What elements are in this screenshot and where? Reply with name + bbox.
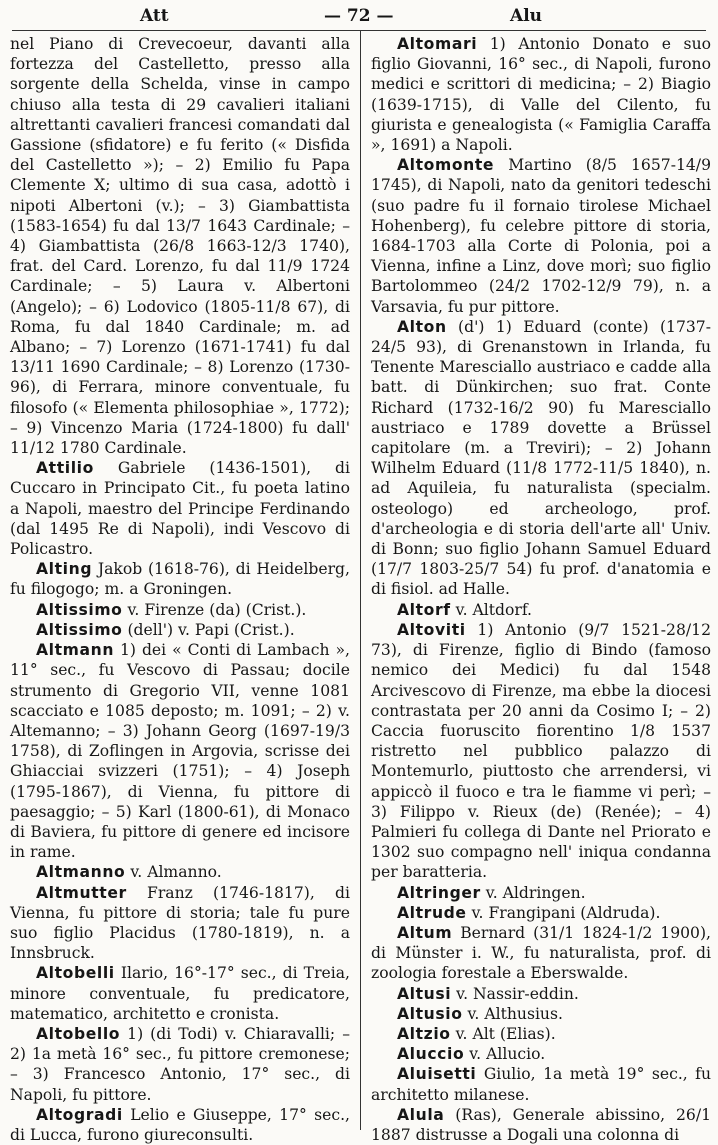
- dictionary-entry: [371, 883, 711, 903]
- dictionary-entry: [371, 1004, 711, 1024]
- dictionary-entry: [10, 1105, 350, 1145]
- header-left-guideword: Att: [140, 6, 169, 26]
- dictionary-entry: [371, 317, 711, 600]
- entry-headword: Altissimo: [36, 600, 123, 619]
- entry-text: (d') 1) Eduard (conte) (1737-24/5 93), di Grenanstown in Irlanda, fu Tenente Maresciallo austriaco e cadde alla batt. di Dünkirchen; suo frat. Conte Richard (1732-16/2 90) fu Maresciallo austriaco e 1789 dovette a Brüssel capitolare (m. a Treviri); – 2) Johann Wilhelm Eduard (11/8 1772-11/5 1840), n. ad Aquileia, fu naturalista (specialm. osteologo) ed archeologo, prof. d'archeologia e di storia dell'arte all' Univ. di Bonn; suo figlio Johann Samuel Eduard (17/7 1803-25/7 54) fu prof. d'anatomia e di fisiol. ad Halle.: [371, 317, 711, 599]
- header-rule: [12, 30, 706, 31]
- entry-text: Ilario, 16°-17° sec., di Treia, minore conventuale, fu predicatore, matematico, architetto e cronista.: [10, 964, 350, 1023]
- entry-text: v. Frangipani (Aldruda).: [466, 903, 661, 922]
- entry-headword: Altissimo: [36, 620, 123, 639]
- dictionary-entry: [371, 620, 711, 883]
- entry-text: v. Althusius.: [462, 1004, 563, 1023]
- entry-headword: Alula: [397, 1105, 445, 1124]
- column-divider: [360, 30, 361, 1130]
- entry-headword: Altringer: [397, 883, 481, 902]
- entry-text: 1) (di Todi) v. Chiaravalli; – 2) 1a metà 16° sec., fu pittore cremonese; – 3) Francesco Antonio, 17° sec., di Napoli, fu pittore.: [10, 1024, 350, 1104]
- entry-text: 1) Antonio (9/7 1521-28/12 73), di Firenze, figlio di Bindo (famoso nemico dei Medici) fu dal 1548 Arcivescovo di Firenze, ma ebbe la diocesi contrastata per 20 anni da Cosimo I; – 2) Caccia fuoruscito fiorentino 1/8 1537 ristretto nel pubblico palazzo di Montemurlo, piuttosto che arrendersi, vi appiccò il fuoco e tra le fiamme vi perì; – 3) Filippo v. Rieux (de) (Renée); – 4) Palmieri fu collega di Dante nel Priorato e 1302 suo compagno nell' iniqua condanna per baratteria.: [371, 620, 711, 882]
- dictionary-entry: [10, 600, 350, 620]
- entry-text: Franz (1746-1817), di Vienna, fu pittore di storia; tale fu pure suo figlio Placidus (1780-1819), n. a Innsbruck.: [10, 883, 350, 963]
- dictionary-entry: [10, 1024, 350, 1105]
- dictionary-entry: [371, 1044, 711, 1064]
- entry-text: (Ras), Generale abissino, 26/1 1887 distrusse a Dogali una colonna di: [371, 1105, 711, 1144]
- page-header: [0, 6, 718, 26]
- entry-text: v. Altdorf.: [450, 600, 532, 619]
- entry-headword: Altoviti: [397, 620, 466, 639]
- dictionary-entry: [10, 862, 350, 882]
- entry-text: 1) Antonio Donato e suo figlio Giovanni, 16° sec., di Napoli, furono medici e scrittori di medicina; – 2) Biagio (1639-1715), di Valle del Cilento, fu giurista e genealogista (« Famiglia Caraffa », 1691) a Napoli.: [371, 35, 711, 155]
- dictionary-entry: [371, 1064, 711, 1104]
- entry-headword: Altobello: [36, 1024, 121, 1043]
- dictionary-entry: [371, 1105, 711, 1145]
- entry-text: nel Piano di Crevecoeur, davanti alla fortezza del Castelletto, presso alla sorgente della Schelda, vinse in campo chiuso alla testa di 29 cavalieri italiani altrettanti cavalieri francesi comandati dal Gassione (sfidatore) e fu ferito (« Disfida del Castelletto »); – 2) Emilio fu Papa Clemente X; ultimo di sua casa, adottò i nipoti Albertoni (v.); – 3) Giambattista (1583-1654) fu dal 13/7 1643 Cardinale; – 4) Giambattista (26/8 1663-12/3 1740), frat. del Card. Lorenzo, fu dal 11/9 1724 Cardinale; – 5) Laura v. Albertoni (Angelo); – 6) Lodovico (1805-11/8 67), di Roma, fu dal 1840 Cardinale; m. ad Albano; – 7) Lorenzo (1671-1741) fu dal 13/11 1690 Cardinale; – 8) Lorenzo (1730-96), di Ferrara, minore conventuale, fu filosofo (« Elementa philosophiae », 1772); – 9) Vincenzo Maria (1724-1800) fu dall' 11/12 1780 Cardinale.: [10, 35, 350, 458]
- entry-headword: Altum: [397, 923, 453, 942]
- entry-text: Lelio e Giuseppe, 17° sec., di Lucca, furono giureconsulti.: [10, 1105, 350, 1144]
- entry-headword: Altobelli: [36, 964, 115, 983]
- entry-headword: Alting: [36, 560, 93, 579]
- entry-headword: Altrude: [397, 903, 467, 922]
- entry-headword: Altorf: [397, 600, 451, 619]
- entry-text: v. Allucio.: [464, 1045, 546, 1064]
- entry-headword: Altogradi: [36, 1105, 123, 1124]
- dictionary-entry: [10, 559, 350, 599]
- entry-headword: Altomonte: [397, 156, 495, 175]
- right-column: [371, 34, 711, 1145]
- page-number: — 72 —: [324, 6, 394, 26]
- entry-text: v. Almanno.: [125, 863, 222, 882]
- dictionary-entry: [371, 155, 711, 317]
- left-column: [10, 34, 350, 1145]
- entry-text: Giulio, 1a metà 19° sec., fu architetto milanese.: [371, 1065, 711, 1104]
- entry-text: v. Alt (Elias).: [450, 1024, 556, 1043]
- dictionary-entry: [10, 34, 350, 458]
- entry-headword: Altusio: [397, 1004, 463, 1023]
- dictionary-entry: [10, 883, 350, 964]
- entry-headword: Aluccio: [397, 1045, 465, 1064]
- entry-text: v. Aldringen.: [480, 883, 586, 902]
- dictionary-entry: [371, 34, 711, 155]
- entry-text: Martino (8/5 1657-14/9 1745), di Napoli, nato da genitori tedeschi (suo padre fu il fornaio tirolese Michael Hohenberg), fu celebre pittore di storia, 1684-1703 alla Corte di Polonia, poi a Vienna, infine a Linz, dove morì; suo figlio Bartolommeo (24/2 1702-12/9 79), n. a Varsavia, fu pur pittore.: [371, 156, 711, 316]
- entry-text: (dell') v. Papi (Crist.).: [122, 620, 295, 639]
- dictionary-entry: [371, 600, 711, 620]
- dictionary-entry: [10, 458, 350, 559]
- entry-headword: Altmanno: [36, 863, 126, 882]
- dictionary-entry: [10, 620, 350, 640]
- header-right-guideword: Alu: [510, 6, 543, 26]
- entry-headword: Altusi: [397, 984, 452, 1003]
- dictionary-entry: [10, 640, 350, 862]
- entry-headword: Altmutter: [36, 883, 127, 902]
- entry-headword: Altzio: [397, 1024, 451, 1043]
- entry-headword: Altmann: [36, 641, 115, 660]
- entry-text: v. Firenze (da) (Crist.).: [122, 600, 307, 619]
- dictionary-entry: [371, 984, 711, 1004]
- entry-text: 1) dei « Conti di Lambach », 11° sec., fu Vescovo di Passau; docile strumento di Gregorio VII, venne 1081 scacciato e 1085 deposto; m. 1091; – 2) v. Altemanno; – 3) Johann Georg (1697-19/3 1758), di Zoflingen in Argovia, scrisse dei Ghiacciai svizzeri (1751); – 4) Joseph (1795-1867), di Vienna, fu pittore di paesaggio; – 5) Karl (1800-61), di Monaco di Baviera, fu pittore di genere ed incisore in rame.: [10, 641, 350, 862]
- entry-text: Jakob (1618-76), di Heidelberg, fu filogogo; m. a Groningen.: [10, 560, 350, 599]
- entry-text: Gabriele (1436-1501), di Cuccaro in Principato Cit., fu poeta latino a Napoli, maestro del Principe Ferdinando (dal 1495 Re di Napoli), indi Vescovo di Policastro.: [10, 459, 350, 559]
- dictionary-entry: [371, 1024, 711, 1044]
- dictionary-entry: [10, 963, 350, 1024]
- entry-text: Bernard (31/1 1824-1/2 1900), di Münster i. W., fu naturalista, prof. di zoologia forestale a Eberswalde.: [371, 923, 711, 983]
- entry-headword: Alton: [397, 317, 447, 336]
- entry-headword: Altomari: [397, 35, 478, 53]
- entry-text: v. Nassir-eddin.: [451, 984, 579, 1003]
- dictionary-entry: [371, 903, 711, 923]
- entry-headword: Attilio: [36, 459, 94, 478]
- entry-headword: Aluisetti: [397, 1065, 477, 1084]
- dictionary-entry: [371, 923, 711, 984]
